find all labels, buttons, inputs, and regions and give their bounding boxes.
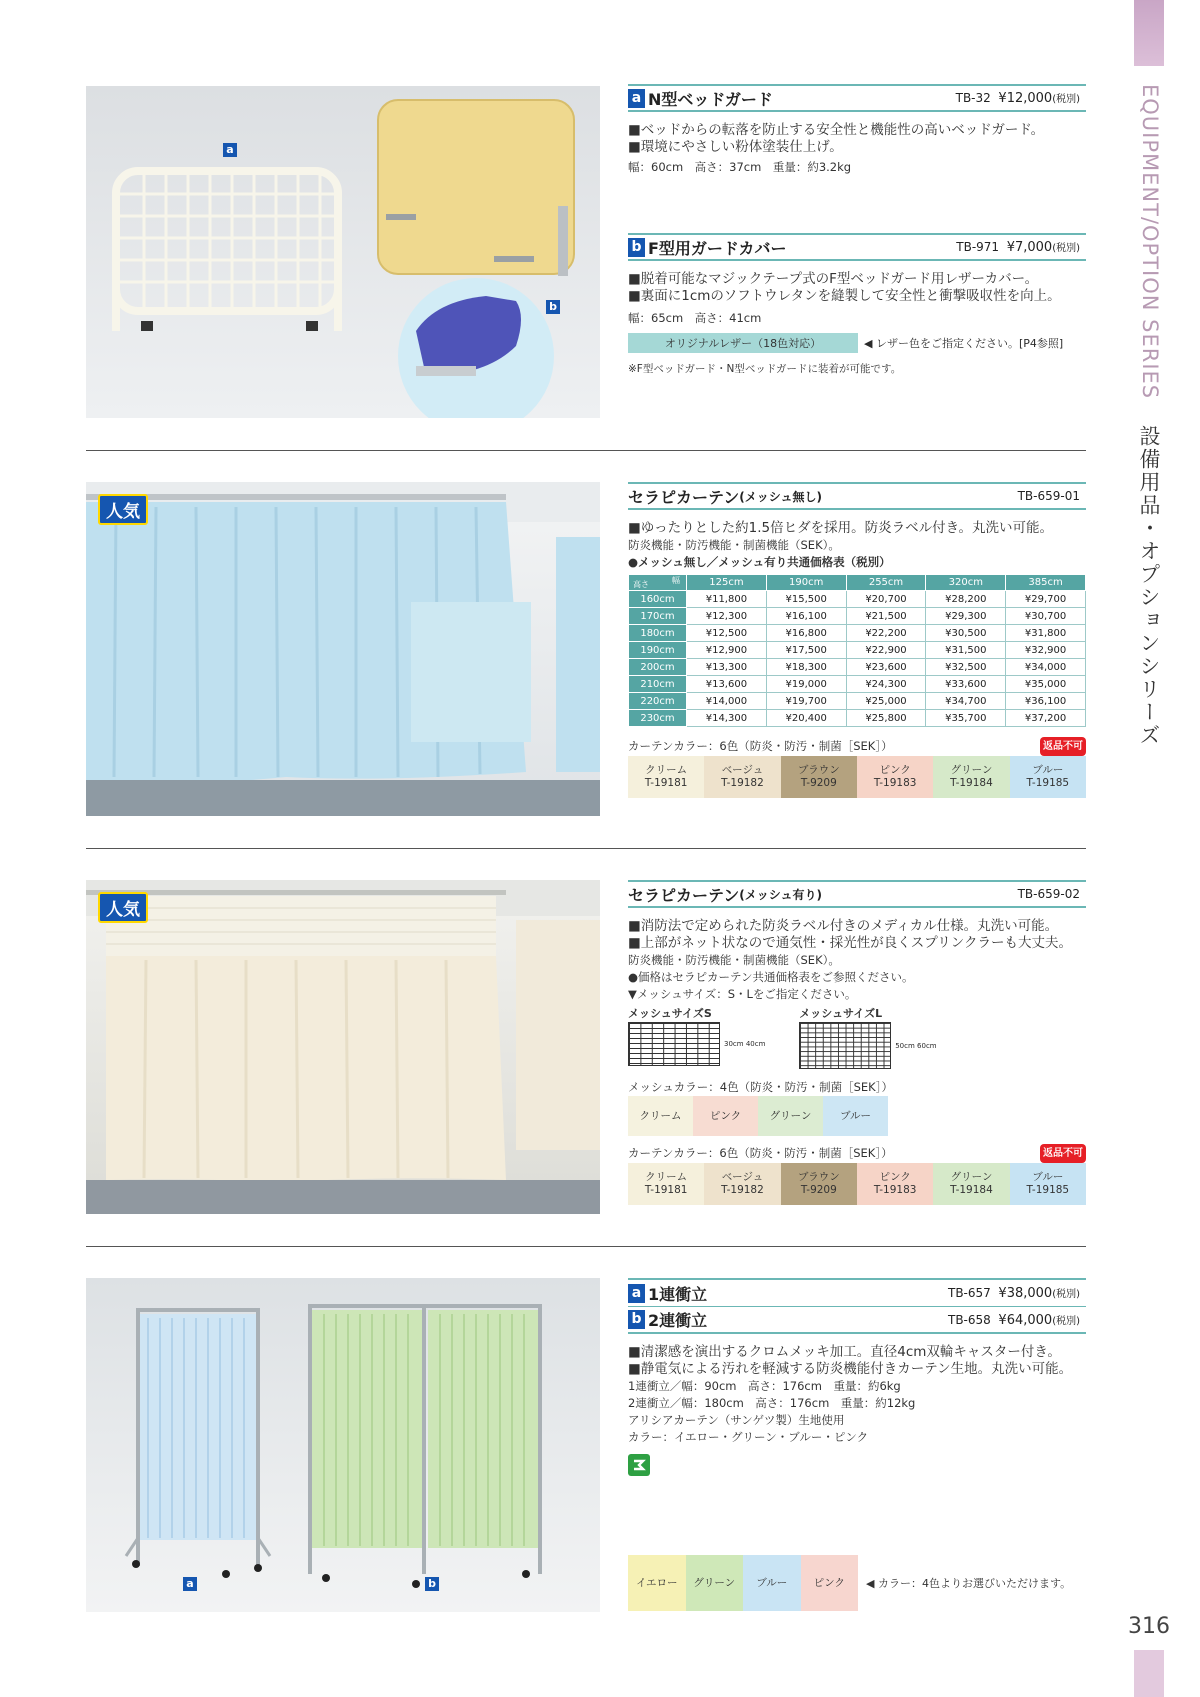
screens-info	[628, 1278, 1086, 1590]
price-table-title: ●メッシュ無し／メッシュ有り共通価格表（税別）	[628, 555, 891, 569]
price-cell: ¥22,900	[846, 642, 926, 659]
label-b: b	[425, 1577, 439, 1591]
color-swatch	[801, 1555, 859, 1611]
swatch-name: クリーム	[645, 1171, 688, 1183]
price-cell: ¥12,300	[687, 608, 767, 625]
product-code: TB-32	[955, 91, 991, 105]
swatch-name: ベージュ	[721, 764, 764, 776]
product-spec: 幅：65cm 高さ：41cm	[628, 311, 762, 325]
height-cell: 230cm	[629, 710, 687, 727]
swatch-name: グリーン	[950, 764, 993, 776]
curtain-mesh-photo	[86, 880, 600, 1214]
bed-guard-a-info	[628, 84, 1086, 176]
color-swatch	[781, 1163, 857, 1205]
price-cell: ¥31,500	[926, 642, 1006, 659]
bed-guard-photo	[86, 86, 600, 418]
tax-note: (税別)	[1052, 1315, 1080, 1327]
product-spec: 防炎機能・防汚機能・制菌機能（SEK）。	[628, 538, 840, 552]
mesh-l-dim1: 50cm	[895, 1041, 915, 1050]
label-a: a	[223, 143, 237, 157]
color-swatch	[628, 1096, 693, 1136]
price-cell: ¥16,100	[766, 608, 846, 625]
product-spec: 幅：60cm 高さ：37cm 重量：約3.2kg	[628, 160, 852, 174]
desc-line: ■環境にやさしい粉体塗装仕上げ。	[628, 139, 843, 155]
product-code: TB-657	[947, 1286, 991, 1300]
price-cell: ¥13,300	[687, 659, 767, 676]
letter-b-badge: b	[628, 238, 645, 257]
product-description	[628, 918, 1086, 952]
product-title: セラピカーテン	[628, 885, 740, 905]
screen-color-swatches	[628, 1555, 858, 1611]
curtain-color-row	[628, 737, 1086, 756]
price-cell: ¥16,800	[766, 625, 846, 642]
popular-badge: 人気	[98, 494, 148, 525]
price-cell: ¥32,900	[1006, 642, 1086, 659]
swatch-code: T-9209	[800, 777, 837, 789]
color-swatch	[933, 1163, 1009, 1205]
product-heading-b	[628, 1306, 1086, 1334]
color-swatch	[686, 1555, 744, 1611]
price-cell: ¥12,500	[687, 625, 767, 642]
edge-tab-bottom	[1134, 1650, 1164, 1697]
product-heading-a	[628, 1278, 1086, 1306]
product-spec	[628, 1378, 1086, 1446]
swatch-name: ベージュ	[721, 1171, 764, 1183]
curtain-no-mesh-info	[628, 482, 1086, 798]
width-col: 385cm	[1006, 575, 1086, 591]
series-title-english: EQUIPMENT/OPTION SERIES	[1138, 84, 1162, 400]
price-cell: ¥30,500	[926, 625, 1006, 642]
product-code: TB-658	[947, 1312, 991, 1327]
price-cell: ¥29,700	[1006, 591, 1086, 608]
width-col: 190cm	[766, 575, 846, 591]
price-row	[629, 642, 1086, 659]
color-swatch	[704, 1163, 780, 1205]
price-cell: ¥37,200	[1006, 710, 1086, 727]
price-row	[629, 693, 1086, 710]
price-cell: ¥18,300	[766, 659, 846, 676]
price-cell: ¥25,000	[846, 693, 926, 710]
mesh-color-swatches	[628, 1096, 888, 1136]
price-cell: ¥19,000	[766, 676, 846, 693]
mesh-l-dim2: 60cm	[917, 1041, 937, 1050]
price-cell: ¥28,200	[926, 591, 1006, 608]
page-number: 316	[1128, 1614, 1170, 1639]
swatch-code: T-19181	[644, 777, 688, 789]
price-cell: ¥35,700	[926, 710, 1006, 727]
product-description	[628, 122, 1086, 156]
color-swatch	[628, 1163, 704, 1205]
edge-tab	[1134, 0, 1164, 66]
product-title: F型用ガードカバー	[648, 238, 787, 258]
color-swatch	[704, 756, 780, 798]
swatch-name: ブラウン	[797, 1171, 840, 1183]
spec-line: カラー：イエロー・グリーン・ブルー・ピンク	[628, 1430, 869, 1444]
color-swatch	[857, 756, 933, 798]
height-cell: 220cm	[629, 693, 687, 710]
price-cell: ¥20,400	[766, 710, 846, 727]
price-table	[628, 574, 1086, 727]
price-cell: ¥25,800	[846, 710, 926, 727]
swatch-name: グリーン	[693, 1576, 736, 1589]
tax-note: (税別)	[1052, 94, 1080, 105]
swatch-name: ブルー	[1032, 1171, 1064, 1183]
product-price: ¥64,000	[998, 1312, 1053, 1328]
price-cell: ¥33,600	[926, 676, 1006, 693]
swatch-code: T-19184	[950, 1184, 993, 1196]
height-cell: 160cm	[629, 591, 687, 608]
product-title: 2連衝立	[648, 1311, 708, 1330]
price-note: ●価格はセラピカーテン共通価格表をご参照ください。	[628, 970, 914, 984]
swatch-name: ブルー	[839, 1109, 872, 1122]
screens-illustration	[86, 1278, 600, 1612]
price-cell: ¥34,700	[926, 693, 1006, 710]
leather-note: ◀ レザー色をご指定ください。[P4参照]	[864, 337, 1064, 350]
sangetsu-icon	[628, 1454, 1086, 1479]
swatch-name: グリーン	[769, 1109, 812, 1122]
product-code: TB-659-01	[1017, 489, 1080, 503]
product-spec: 防炎機能・防汚機能・制菌機能（SEK）。	[628, 953, 840, 967]
price-cell: ¥32,500	[926, 659, 1006, 676]
screen-color-row	[628, 1555, 1071, 1611]
desc-line: ■ベッドからの転落を防止する安全性と機能性の高いベッドガード。	[628, 122, 1045, 138]
product-price: ¥7,000	[1006, 240, 1053, 255]
price-cell: ¥17,500	[766, 642, 846, 659]
product-title: 1連衝立	[648, 1284, 708, 1304]
price-cell: ¥29,300	[926, 608, 1006, 625]
letter-a-badge: a	[628, 89, 645, 108]
width-col: 255cm	[846, 575, 926, 591]
price-row	[629, 659, 1086, 676]
color-swatch	[1010, 756, 1086, 798]
mesh-s-dim1: 30cm	[724, 1040, 744, 1048]
color-swatch	[933, 756, 1009, 798]
price-row	[629, 591, 1086, 608]
curtain-color-swatches	[628, 1163, 1086, 1205]
desc-line: ■上部がネット状なので通気性・採光性が良くスプリンクラーも大丈夫。	[628, 935, 1072, 951]
swatch-name: ピンク	[879, 1171, 911, 1183]
price-cell: ¥34,000	[1006, 659, 1086, 676]
price-cell: ¥12,900	[687, 642, 767, 659]
price-table-body	[629, 591, 1086, 727]
series-title-japanese: 設備用品・オプションシリーズ	[1137, 425, 1161, 747]
leather-bar: オリジナルレザー（18色対応）	[628, 333, 858, 353]
color-swatch	[1010, 1163, 1086, 1205]
price-row	[629, 676, 1086, 693]
swatch-code: T-19184	[950, 777, 993, 789]
curtain-color-row	[628, 1144, 1086, 1163]
desc-line: ■清潔感を演出するクロムメッキ加工。直径4cm双輪キャスター付き。	[628, 1344, 1061, 1360]
bed-guard-illustration	[86, 86, 600, 418]
curtain-color-swatches	[628, 756, 1086, 798]
tax-note: (税別)	[1052, 1289, 1080, 1300]
product-heading-a	[628, 84, 1086, 112]
swatch-name: クリーム	[645, 764, 688, 776]
tax-note: (税別)	[1052, 243, 1080, 254]
curtain-mesh-illustration	[86, 880, 600, 1214]
product-code: TB-971	[956, 240, 1000, 254]
color-swatch	[781, 756, 857, 798]
mesh-size-l	[799, 1005, 936, 1069]
price-cell: ¥14,300	[687, 710, 767, 727]
spec-line: アリシアカーテン（サンゲツ製）生地使用	[628, 1413, 845, 1427]
color-swatch	[743, 1555, 801, 1611]
swatch-code: T-19185	[1026, 777, 1070, 789]
non-returnable-badge: 返品不可	[1040, 737, 1086, 756]
section-divider	[86, 1246, 1086, 1247]
price-cell: ¥13,600	[687, 676, 767, 693]
product-heading-b	[628, 233, 1086, 261]
swatch-name: ピンク	[709, 1109, 742, 1122]
curtain-color-label: カーテンカラー：6色（防炎・防汚・制菌［SEK］）	[628, 739, 893, 753]
price-cell: ¥36,100	[1006, 693, 1086, 710]
mesh-s-dim2: 40cm	[745, 1040, 766, 1048]
swatch-name: イエロー	[635, 1576, 678, 1589]
corner-height: 高さ	[633, 580, 649, 589]
price-row	[629, 608, 1086, 625]
swatch-code: T-19183	[873, 1184, 917, 1196]
price-cell: ¥15,500	[766, 591, 846, 608]
curtain-color-label: カーテンカラー：6色（防炎・防汚・制菌［SEK］）	[628, 1146, 893, 1160]
color-swatch	[857, 1163, 933, 1205]
mesh-size-diagrams	[628, 1005, 1086, 1069]
swatch-code: T-19185	[1026, 1184, 1070, 1196]
price-cell: ¥14,000	[687, 693, 767, 710]
corner-width: 幅	[672, 576, 680, 585]
swatch-name: ブラウン	[797, 764, 840, 776]
desc-line: ■裏面に1cmのソフトウレタンを縫製して安全性と衝撃吸収性を向上。	[628, 288, 1061, 304]
curtain-no-mesh-photo	[86, 482, 600, 816]
swatch-name: ブルー	[1032, 764, 1064, 776]
screens-photo	[86, 1278, 600, 1612]
price-cell: ¥24,300	[846, 676, 926, 693]
price-cell: ¥19,700	[766, 693, 846, 710]
letter-b-badge: b	[628, 1310, 645, 1329]
price-cell: ¥21,500	[846, 608, 926, 625]
product-description	[628, 271, 1086, 305]
price-cell: ¥23,600	[846, 659, 926, 676]
section-divider	[86, 450, 1086, 451]
color-swatch	[628, 1555, 686, 1611]
product-price: ¥38,000	[998, 1286, 1053, 1301]
mesh-s-grid	[628, 1022, 720, 1066]
leather-color-row	[628, 333, 1086, 353]
color-swatch	[758, 1096, 823, 1136]
mesh-size-l-label: メッシュサイズL	[799, 1007, 883, 1020]
swatch-code: T-19181	[644, 1184, 688, 1196]
swatch-name: クリーム	[639, 1109, 682, 1122]
price-cell: ¥31,800	[1006, 625, 1086, 642]
mesh-l-grid	[799, 1022, 891, 1069]
mesh-size-note: ▼メッシュサイズ：S・Lをご指定ください。	[628, 987, 857, 1001]
height-cell: 190cm	[629, 642, 687, 659]
curtain-illustration	[86, 482, 600, 816]
product-description	[628, 1344, 1086, 1378]
product-title: セラピカーテン	[628, 487, 740, 507]
product-heading	[628, 880, 1086, 908]
popular-badge: 人気	[98, 892, 148, 923]
non-returnable-badge: 返品不可	[1040, 1144, 1086, 1163]
product-subtitle: (メッシュ有り)	[739, 887, 822, 902]
swatch-code: T-19182	[721, 777, 764, 789]
price-row	[629, 710, 1086, 727]
swatch-code: T-9209	[800, 1184, 837, 1196]
spec-line: 2連衝立／幅：180cm 高さ：176cm 重量：約12kg	[628, 1396, 916, 1410]
height-cell: 170cm	[629, 608, 687, 625]
swatch-name: グリーン	[950, 1171, 993, 1183]
spec-line: 1連衝立／幅：90cm 高さ：176cm 重量：約6kg	[628, 1379, 901, 1393]
swatch-name: ピンク	[813, 1576, 845, 1589]
swatch-name: ブルー	[756, 1576, 788, 1589]
mesh-size-s	[628, 1005, 765, 1066]
desc-line: ■消防法で定められた防炎ラベル付きのメディカル仕様。丸洗い可能。	[628, 918, 1059, 934]
color-swatch	[693, 1096, 758, 1136]
price-table-header	[629, 575, 1086, 591]
height-cell: 200cm	[629, 659, 687, 676]
swatch-code: T-19182	[721, 1184, 764, 1196]
mesh-size-s-label: メッシュサイズS	[628, 1007, 712, 1020]
price-cell: ¥30,700	[1006, 608, 1086, 625]
bed-guard-b-info	[628, 233, 1086, 376]
label-a: a	[183, 1577, 197, 1591]
screen-color-note: ◀ カラー：4色よりお選びいただけます。	[866, 1576, 1072, 1590]
swatch-name: ピンク	[879, 764, 911, 776]
letter-a-badge: a	[628, 1284, 645, 1303]
product-title: N型ベッドガード	[648, 89, 773, 109]
compat-note: ※F型ベッドガード・N型ベッドガードに装着が可能です。	[628, 363, 902, 375]
price-cell: ¥35,000	[1006, 676, 1086, 693]
height-cell: 180cm	[629, 625, 687, 642]
width-col: 125cm	[687, 575, 767, 591]
height-cell: 210cm	[629, 676, 687, 693]
label-b: b	[546, 300, 560, 314]
section-divider	[86, 848, 1086, 849]
swatch-code: T-19183	[873, 777, 917, 789]
price-row	[629, 625, 1086, 642]
product-price: ¥12,000	[998, 91, 1053, 106]
width-col: 320cm	[926, 575, 1006, 591]
price-cell: ¥11,800	[687, 591, 767, 608]
price-cell: ¥20,700	[846, 591, 926, 608]
desc-line: ■脱着可能なマジックテープ式のF型ベッドガード用レザーカバー。	[628, 271, 1039, 287]
color-swatch	[823, 1096, 888, 1136]
price-cell: ¥22,200	[846, 625, 926, 642]
product-subtitle: (メッシュ無し)	[739, 489, 822, 504]
table-corner	[629, 575, 687, 591]
mesh-color-label: メッシュカラー：4色（防炎・防汚・制菌［SEK］）	[628, 1080, 893, 1094]
desc-line: ■静電気による汚れを軽減する防炎機能付きカーテン生地。丸洗い可能。	[628, 1361, 1073, 1377]
color-swatch	[628, 756, 704, 798]
product-code: TB-659-02	[1017, 887, 1080, 901]
curtain-mesh-info	[628, 880, 1086, 1205]
product-description: ■ゆったりとした約1.5倍ヒダを採用。防炎ラベル付き。丸洗い可能。	[628, 520, 1054, 536]
product-heading	[628, 482, 1086, 510]
